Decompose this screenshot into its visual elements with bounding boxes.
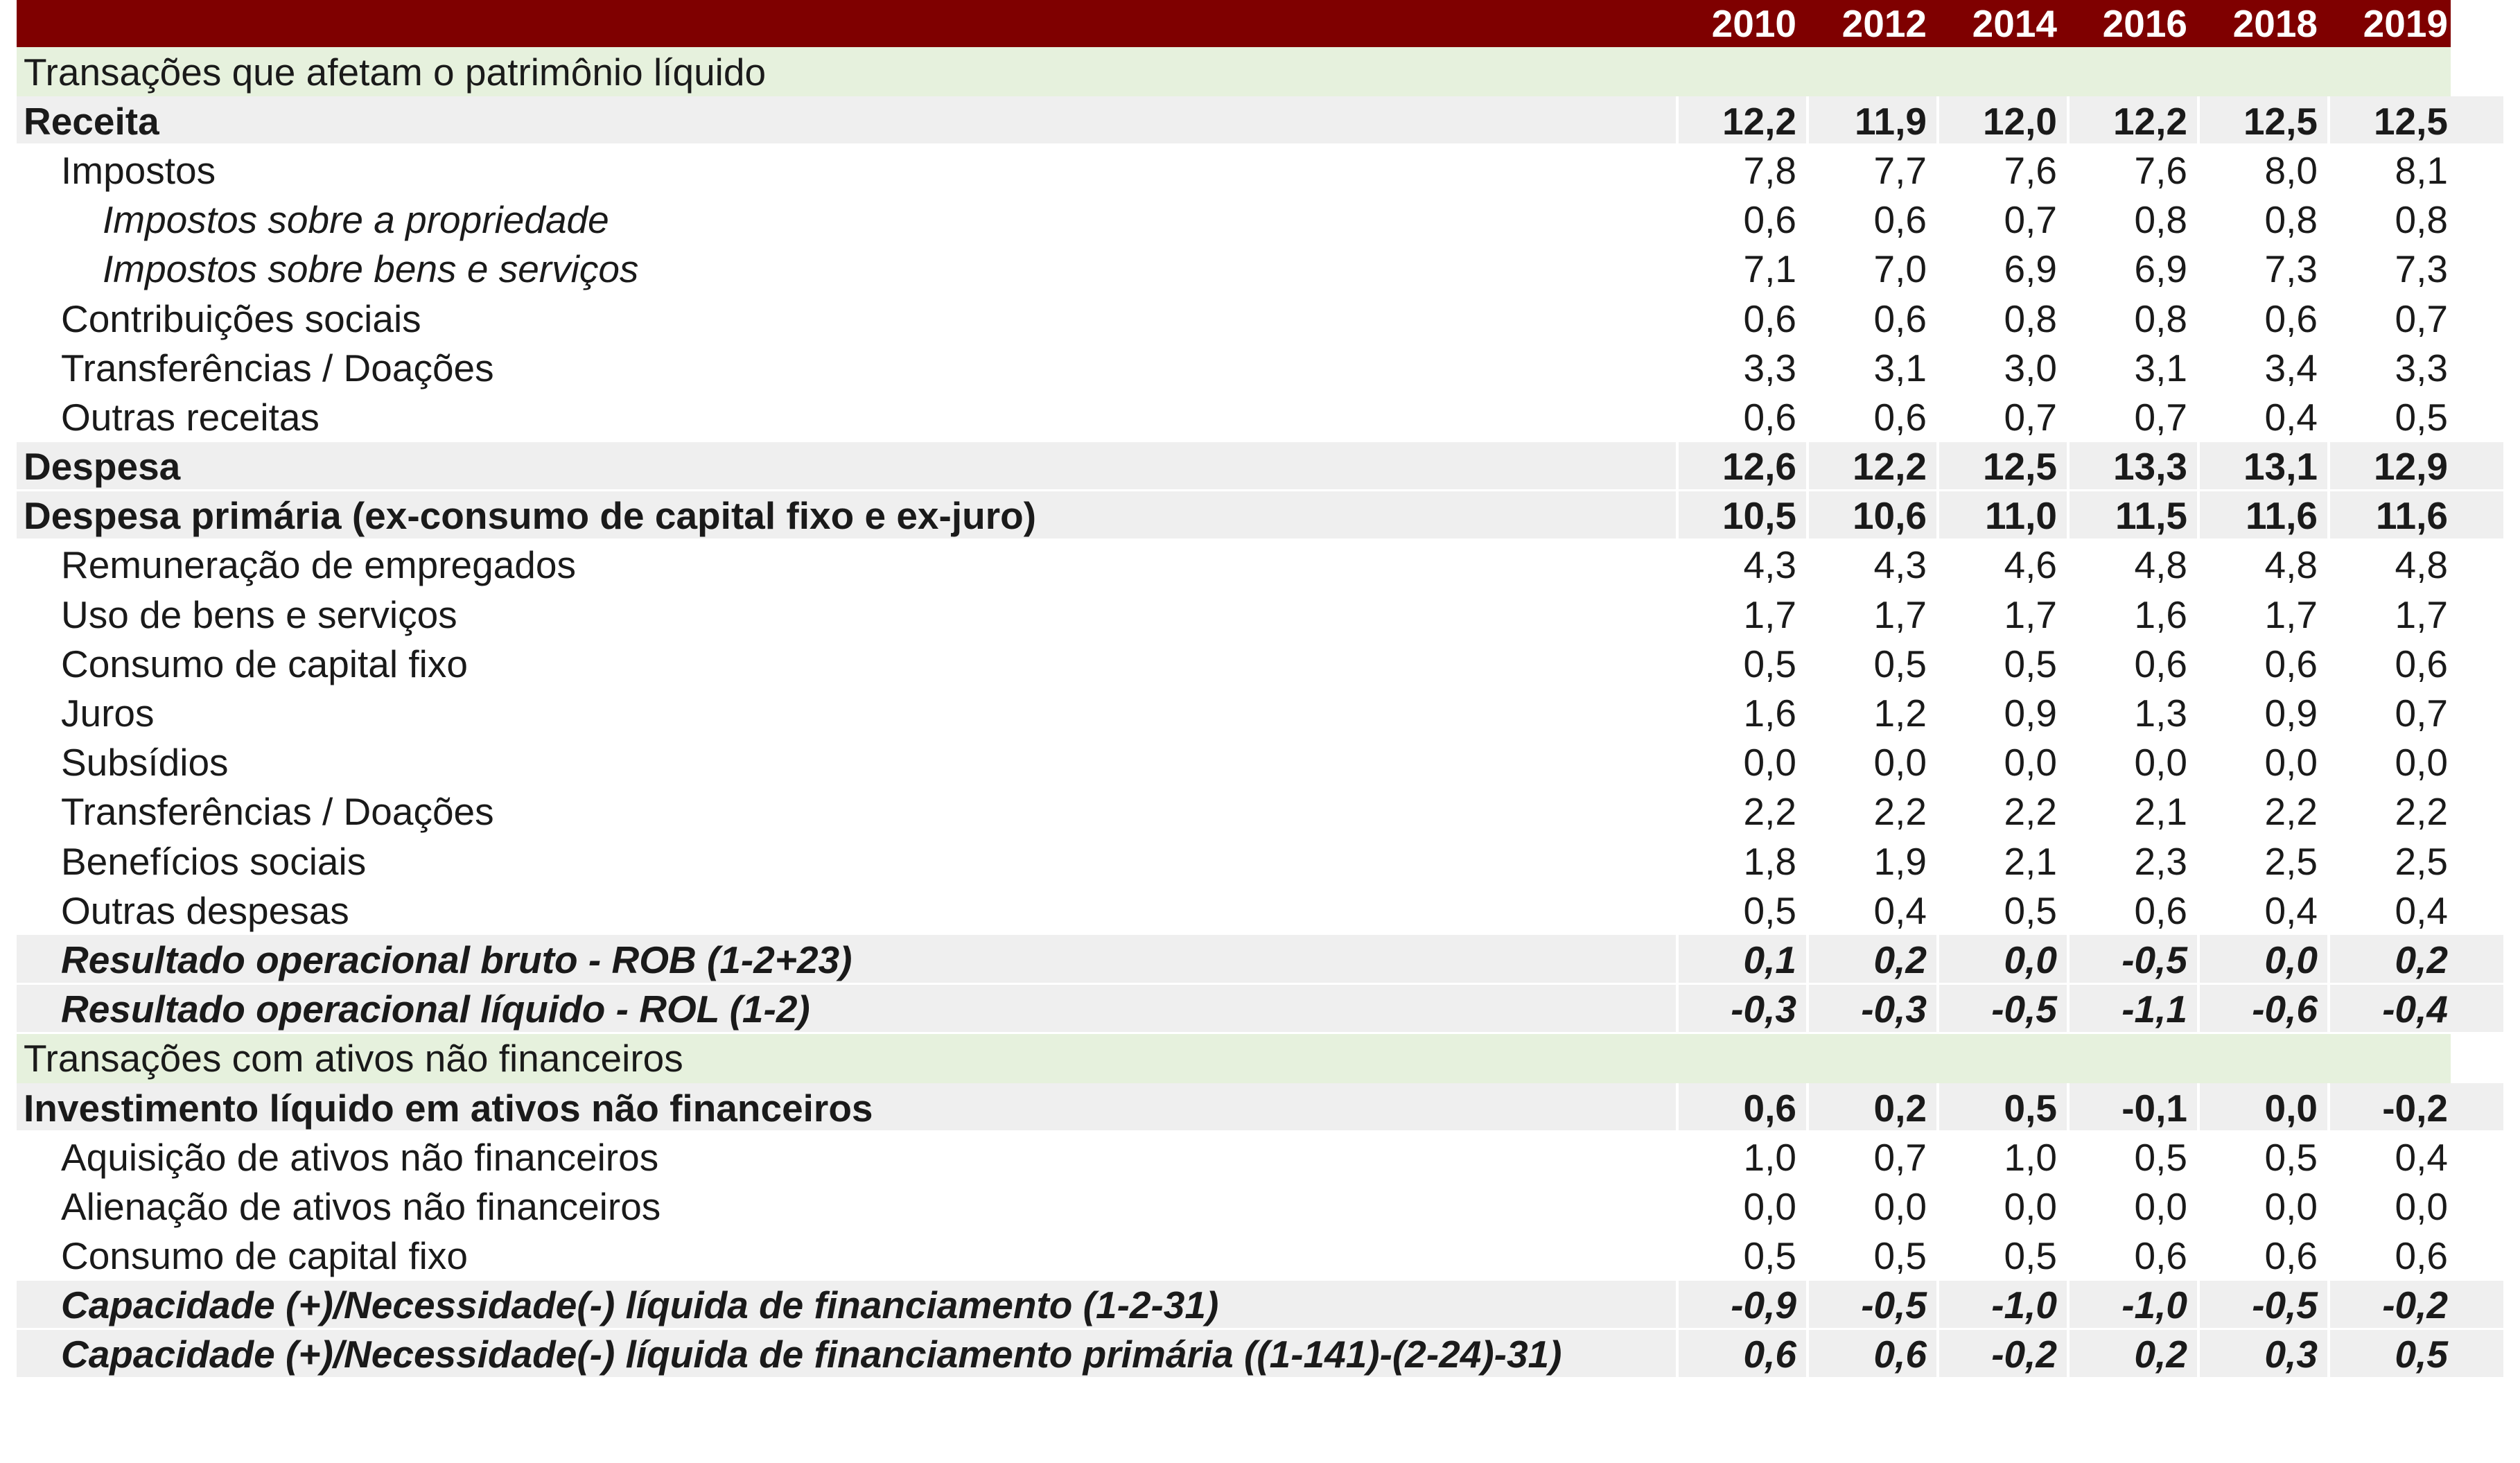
table-row: [17, 738, 2503, 787]
column-divider: [1676, 1083, 1679, 1132]
value-cell-2018: -0,5: [2252, 1284, 2318, 1327]
value-cell-2014: 2,1: [2004, 839, 2057, 883]
row-label: Despesa primária (ex-consumo de capital fixo e ex-juro): [24, 494, 1037, 538]
row-label: Subsídios: [61, 741, 229, 785]
value-cell-2018: -0,6: [2252, 988, 2318, 1031]
column-divider: [2067, 442, 2070, 491]
value-cell-2016: 0,6: [2134, 642, 2187, 685]
column-divider: [1676, 491, 1679, 541]
table-row: [17, 1083, 2503, 1132]
row-label: Uso de bens e serviços: [61, 593, 457, 636]
row-label: Impostos: [61, 148, 216, 192]
value-cell-2012: 0,4: [1873, 888, 1927, 932]
value-cell-2016: -0,1: [2121, 1086, 2187, 1130]
column-divider: [1676, 96, 1679, 146]
value-cell-2018: 0,0: [2264, 1086, 2318, 1130]
table-row: [17, 96, 2503, 146]
value-cell-2018: 0,5: [2264, 1135, 2318, 1179]
header-row: [17, 0, 2451, 47]
row-label: Juros: [61, 692, 155, 735]
row-label: Consumo de capital fixo: [61, 1234, 468, 1278]
value-cell-2019: 0,6: [2395, 642, 2448, 685]
value-cell-2019: 0,5: [2395, 395, 2448, 439]
value-cell-2018: 12,5: [2243, 99, 2318, 143]
value-cell-2012: 7,0: [1873, 247, 1927, 291]
value-cell-2012: 0,2: [1873, 1086, 1927, 1130]
value-cell-2012: 1,9: [1873, 839, 1927, 883]
value-cell-2016: 0,8: [2134, 297, 2187, 340]
column-divider: [2327, 985, 2330, 1034]
value-cell-2019: 3,3: [2395, 346, 2448, 389]
row-label: Resultado operacional líquido - ROL (1-2): [61, 988, 810, 1031]
table-row: [17, 639, 2503, 688]
value-cell-2010: -0,9: [1731, 1284, 1796, 1327]
value-cell-2018: 0,0: [2264, 1184, 2318, 1228]
column-divider: [2197, 442, 2200, 491]
value-cell-2012: 3,1: [1873, 346, 1927, 389]
year-header: 2010: [1711, 2, 1796, 45]
value-cell-2016: 0,6: [2134, 888, 2187, 932]
fiscal-table: [17, 0, 2512, 1379]
value-cell-2014: 4,6: [2004, 543, 2057, 587]
value-cell-2019: 1,7: [2395, 593, 2448, 636]
column-divider: [2197, 1281, 2200, 1330]
table-row: [17, 935, 2503, 984]
value-cell-2010: 1,8: [1743, 839, 1796, 883]
column-divider: [2327, 935, 2330, 984]
column-divider: [1936, 442, 1939, 491]
value-cell-2012: 4,3: [1873, 543, 1927, 587]
row-label: Benefícios sociais: [61, 839, 367, 883]
value-cell-2016: 0,5: [2134, 1135, 2187, 1179]
value-cell-2019: 0,6: [2395, 1234, 2448, 1278]
table-row: [17, 541, 2503, 590]
value-cell-2019: -0,4: [2382, 988, 2448, 1031]
table-row: [17, 1182, 2503, 1231]
row-label: Capacidade (+)/Necessidade(-) líquida de financiamento (1-2-31): [61, 1284, 1219, 1327]
value-cell-2018: 0,4: [2264, 395, 2318, 439]
value-cell-2014: 0,7: [2004, 198, 2057, 242]
value-cell-2012: 11,9: [1854, 99, 1927, 143]
value-cell-2010: 10,5: [1722, 494, 1796, 538]
value-cell-2012: 0,5: [1873, 1234, 1927, 1278]
table-row: [17, 392, 2503, 441]
value-cell-2016: 6,9: [2134, 247, 2187, 291]
value-cell-2019: 0,4: [2395, 888, 2448, 932]
value-cell-2010: 0,0: [1743, 1184, 1796, 1228]
column-divider: [1676, 442, 1679, 491]
row-label: Aquisição de ativos não financeiros: [61, 1135, 659, 1179]
value-cell-2012: 7,7: [1873, 148, 1927, 192]
table-row: [17, 245, 2503, 294]
value-cell-2016: 0,2: [2134, 1333, 2187, 1376]
value-cell-2018: 0,9: [2264, 692, 2318, 735]
column-divider: [2067, 1083, 2070, 1132]
table-row: [17, 1330, 2503, 1379]
column-divider: [2067, 1281, 2070, 1330]
value-cell-2014: 0,0: [2004, 741, 2057, 785]
value-cell-2018: 3,4: [2264, 346, 2318, 389]
value-cell-2014: 2,2: [2004, 790, 2057, 834]
value-cell-2014: 6,9: [2004, 247, 2057, 291]
value-cell-2012: 0,6: [1873, 198, 1927, 242]
column-divider: [2067, 491, 2070, 541]
value-cell-2014: 0,7: [2004, 395, 2057, 439]
value-cell-2018: 0,6: [2264, 1234, 2318, 1278]
value-cell-2018: 2,5: [2264, 839, 2318, 883]
column-divider: [2067, 985, 2070, 1034]
column-divider: [1936, 1330, 1939, 1379]
value-cell-2016: 0,7: [2134, 395, 2187, 439]
value-cell-2014: -0,5: [1991, 988, 2057, 1031]
value-cell-2019: 0,8: [2395, 198, 2448, 242]
value-cell-2014: 0,5: [2004, 888, 2057, 932]
table-row: [17, 146, 2503, 195]
column-divider: [1676, 1281, 1679, 1330]
value-cell-2012: 0,5: [1873, 642, 1927, 685]
value-cell-2012: 0,7: [1873, 1135, 1927, 1179]
value-cell-2014: 0,0: [2004, 1184, 2057, 1228]
value-cell-2010: 12,2: [1722, 99, 1796, 143]
row-divider: [17, 1377, 2503, 1379]
value-cell-2016: 0,0: [2134, 1184, 2187, 1228]
value-cell-2012: 0,6: [1873, 1333, 1927, 1376]
column-divider: [2197, 1083, 2200, 1132]
column-divider: [2067, 1330, 2070, 1379]
value-cell-2018: 1,7: [2264, 593, 2318, 636]
value-cell-2012: 0,0: [1873, 741, 1927, 785]
table-row: [17, 1281, 2503, 1330]
value-cell-2018: 0,0: [2264, 741, 2318, 785]
column-divider: [1806, 96, 1809, 146]
value-cell-2019: 0,7: [2395, 297, 2448, 340]
year-header: 2019: [2363, 2, 2448, 45]
value-cell-2010: 0,6: [1743, 395, 1796, 439]
value-cell-2016: 13,3: [2112, 445, 2187, 489]
row-label: Despesa: [24, 445, 181, 489]
column-divider: [1936, 491, 1939, 541]
value-cell-2014: 1,0: [2004, 1135, 2057, 1179]
column-divider: [1806, 935, 1809, 984]
column-divider: [2327, 1330, 2330, 1379]
value-cell-2019: 2,5: [2395, 839, 2448, 883]
value-cell-2018: 0,8: [2264, 198, 2318, 242]
value-cell-2010: 1,7: [1743, 593, 1796, 636]
value-cell-2014: 0,9: [2004, 692, 2057, 735]
value-cell-2014: -0,2: [1991, 1333, 2057, 1376]
value-cell-2012: 1,7: [1873, 593, 1927, 636]
column-divider: [2197, 1330, 2200, 1379]
column-divider: [1936, 1083, 1939, 1132]
value-cell-2019: 12,9: [2373, 445, 2448, 489]
column-divider: [1676, 985, 1679, 1034]
value-cell-2019: 7,3: [2395, 247, 2448, 291]
value-cell-2016: 1,3: [2134, 692, 2187, 735]
value-cell-2012: 0,6: [1873, 297, 1927, 340]
value-cell-2016: 1,6: [2134, 593, 2187, 636]
column-divider: [1806, 985, 1809, 1034]
value-cell-2016: 0,6: [2134, 1234, 2187, 1278]
column-divider: [1936, 985, 1939, 1034]
table-row: [17, 836, 2503, 886]
row-label: Impostos sobre bens e serviços: [103, 247, 639, 291]
column-divider: [1936, 935, 1939, 984]
row-label: Consumo de capital fixo: [61, 642, 468, 685]
value-cell-2019: 0,4: [2395, 1135, 2448, 1179]
value-cell-2019: 0,2: [2395, 938, 2448, 981]
value-cell-2012: -0,5: [1861, 1284, 1927, 1327]
year-header: 2012: [1841, 2, 1927, 45]
value-cell-2019: 12,5: [2373, 99, 2448, 143]
value-cell-2014: 0,5: [2004, 1086, 2057, 1130]
column-divider: [2327, 491, 2330, 541]
row-label: Receita: [24, 99, 159, 143]
row-label: Capacidade (+)/Necessidade(-) líquida de financiamento primária ((1-141)-(2-24)-31): [61, 1333, 1562, 1376]
table-row: [17, 590, 2503, 639]
column-divider: [2327, 1281, 2330, 1330]
value-cell-2018: 0,3: [2264, 1333, 2318, 1376]
year-header: 2014: [1972, 2, 2057, 45]
value-cell-2019: 4,8: [2395, 543, 2448, 587]
column-divider: [1806, 442, 1809, 491]
value-cell-2019: -0,2: [2382, 1086, 2448, 1130]
value-cell-2014: 7,6: [2004, 148, 2057, 192]
row-label: Impostos sobre a propriedade: [103, 198, 609, 242]
value-cell-2014: 12,5: [1982, 445, 2057, 489]
value-cell-2018: 2,2: [2264, 790, 2318, 834]
value-cell-2014: 1,7: [2004, 593, 2057, 636]
value-cell-2010: 2,2: [1743, 790, 1796, 834]
row-label: Outras receitas: [61, 395, 320, 439]
table-row: [17, 195, 2503, 245]
year-header: 2016: [2102, 2, 2187, 45]
value-cell-2019: 0,0: [2395, 741, 2448, 785]
column-divider: [2327, 1083, 2330, 1132]
value-cell-2016: -1,1: [2121, 988, 2187, 1031]
value-cell-2019: 0,0: [2395, 1184, 2448, 1228]
table-row: [17, 787, 2503, 836]
table-row: [17, 1232, 2503, 1281]
value-cell-2010: 1,6: [1743, 692, 1796, 735]
value-cell-2019: 0,7: [2395, 692, 2448, 735]
value-cell-2018: 11,6: [2245, 494, 2318, 538]
table-row: [17, 442, 2503, 491]
value-cell-2018: 0,0: [2264, 938, 2318, 981]
value-cell-2012: 0,0: [1873, 1184, 1927, 1228]
value-cell-2019: 11,6: [2375, 494, 2448, 538]
value-cell-2010: -0,3: [1731, 988, 1796, 1031]
value-cell-2016: -1,0: [2121, 1284, 2187, 1327]
column-divider: [2197, 491, 2200, 541]
column-divider: [2327, 96, 2330, 146]
value-cell-2010: 4,3: [1743, 543, 1796, 587]
table-row: [17, 985, 2503, 1034]
value-cell-2014: 0,5: [2004, 1234, 2057, 1278]
value-cell-2019: -0,2: [2382, 1284, 2448, 1327]
value-cell-2016: 3,1: [2134, 346, 2187, 389]
year-header: 2018: [2232, 2, 2318, 45]
row-label: Contribuições sociais: [61, 297, 421, 340]
value-cell-2016: 2,1: [2134, 790, 2187, 834]
value-cell-2019: 0,5: [2395, 1333, 2448, 1376]
table-row: [17, 491, 2503, 541]
value-cell-2010: 0,6: [1743, 198, 1796, 242]
value-cell-2014: 11,0: [1984, 494, 2057, 538]
column-divider: [1806, 1281, 1809, 1330]
value-cell-2010: 12,6: [1722, 445, 1796, 489]
value-cell-2016: 0,8: [2134, 198, 2187, 242]
value-cell-2016: 0,0: [2134, 741, 2187, 785]
value-cell-2010: 7,8: [1743, 148, 1796, 192]
value-cell-2010: 0,6: [1743, 1086, 1796, 1130]
value-cell-2010: 0,6: [1743, 297, 1796, 340]
section-title: Transações com ativos não financeiros: [24, 1037, 683, 1080]
value-cell-2012: 10,6: [1852, 494, 1927, 538]
column-divider: [2067, 935, 2070, 984]
value-cell-2014: 0,0: [2004, 938, 2057, 981]
row-label: Transferências / Doações: [61, 790, 494, 834]
column-divider: [2327, 442, 2330, 491]
value-cell-2018: 0,4: [2264, 888, 2318, 932]
value-cell-2018: 0,6: [2264, 297, 2318, 340]
value-cell-2010: 0,5: [1743, 642, 1796, 685]
value-cell-2010: 0,5: [1743, 1234, 1796, 1278]
value-cell-2016: 11,5: [2115, 494, 2187, 538]
value-cell-2010: 0,5: [1743, 888, 1796, 932]
value-cell-2010: 0,6: [1743, 1333, 1796, 1376]
value-cell-2018: 13,1: [2243, 445, 2318, 489]
value-cell-2012: -0,3: [1861, 988, 1927, 1031]
row-label: Remuneração de empregados: [61, 543, 576, 587]
value-cell-2010: 7,1: [1743, 247, 1796, 291]
row-label: Outras despesas: [61, 888, 349, 932]
value-cell-2012: 0,6: [1873, 395, 1927, 439]
value-cell-2012: 1,2: [1873, 692, 1927, 735]
value-cell-2010: 0,1: [1743, 938, 1796, 981]
column-divider: [1806, 1330, 1809, 1379]
column-divider: [2197, 96, 2200, 146]
table-row: [17, 688, 2503, 737]
value-cell-2019: 2,2: [2395, 790, 2448, 834]
value-cell-2010: 0,0: [1743, 741, 1796, 785]
value-cell-2016: 4,8: [2134, 543, 2187, 587]
value-cell-2018: 4,8: [2264, 543, 2318, 587]
column-divider: [1806, 1083, 1809, 1132]
value-cell-2018: 8,0: [2264, 148, 2318, 192]
section-header-row: [17, 47, 2451, 96]
column-divider: [1676, 1330, 1679, 1379]
value-cell-2014: 12,0: [1982, 99, 2057, 143]
row-label: Transferências / Doações: [61, 346, 494, 389]
value-cell-2016: 7,6: [2134, 148, 2187, 192]
column-divider: [1676, 935, 1679, 984]
value-cell-2012: 0,2: [1873, 938, 1927, 981]
row-label: Resultado operacional bruto - ROB (1-2+23): [61, 938, 852, 981]
value-cell-2014: 0,5: [2004, 642, 2057, 685]
table-row: [17, 343, 2503, 392]
value-cell-2019: 8,1: [2395, 148, 2448, 192]
section-title: Transações que afetam o patrimônio líquido: [24, 50, 767, 94]
value-cell-2014: 0,8: [2004, 297, 2057, 340]
value-cell-2012: 12,2: [1852, 445, 1927, 489]
column-divider: [2067, 96, 2070, 146]
column-divider: [1936, 96, 1939, 146]
row-label: Investimento líquido em ativos não financeiros: [24, 1086, 873, 1130]
value-cell-2018: 7,3: [2264, 247, 2318, 291]
table-row: [17, 1132, 2503, 1182]
column-divider: [1806, 491, 1809, 541]
table-row: [17, 294, 2503, 343]
value-cell-2014: 3,0: [2004, 346, 2057, 389]
value-cell-2016: 12,2: [2112, 99, 2187, 143]
column-divider: [2197, 985, 2200, 1034]
value-cell-2014: -1,0: [1991, 1284, 2057, 1327]
value-cell-2010: 3,3: [1743, 346, 1796, 389]
column-divider: [2197, 935, 2200, 984]
value-cell-2010: 1,0: [1743, 1135, 1796, 1179]
section-header-row: [17, 1034, 2451, 1083]
row-label: Alienação de ativos não financeiros: [61, 1184, 661, 1228]
value-cell-2018: 0,6: [2264, 642, 2318, 685]
table-row: [17, 886, 2503, 935]
value-cell-2016: 2,3: [2134, 839, 2187, 883]
value-cell-2012: 2,2: [1873, 790, 1927, 834]
column-divider: [1936, 1281, 1939, 1330]
value-cell-2016: -0,5: [2121, 938, 2187, 981]
